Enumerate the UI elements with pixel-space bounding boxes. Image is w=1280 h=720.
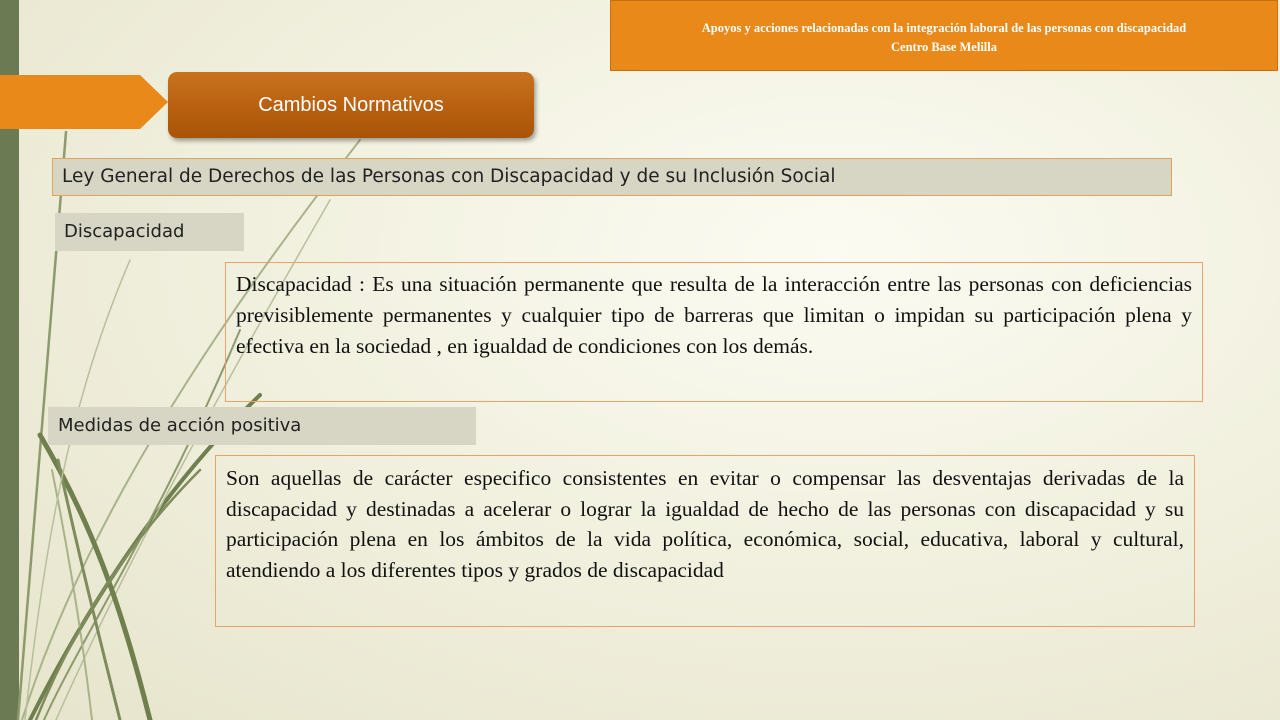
- header-subtitle-line: Centro Base Melilla: [891, 40, 997, 54]
- orange-arrow-shape: [0, 75, 168, 129]
- law-title-label: Ley General de Derechos de las Personas con Discapacidad y de su Inclusión Social: [52, 158, 1172, 196]
- medidas-accion-positiva-label: Medidas de acción positiva: [48, 407, 476, 445]
- medidas-accion-positiva-definition-text: Son aquellas de carácter especifico consistentes en evitar o compensar las desventajas derivadas de la discapacidad y destinadas a acelerar o lograr la igualdad de hecho de las personas con discapacidad y su participación plena en los ámbitos de la vida política, económica, social, educativa, laboral y cultural, atendiendo a los diferentes tipos y grados de discapacidad: [215, 455, 1195, 627]
- presentation-header-box: [610, 0, 1278, 71]
- discapacidad-label: Discapacidad: [55, 213, 244, 251]
- header-title-line: Apoyos y acciones relacionadas con la integración laboral de las personas con discapacidad: [701, 21, 1187, 35]
- discapacidad-definition-text: Discapacidad : Es una situación permanente que resulta de la interacción entre las personas con deficiencias previsiblemente permanentes y cualquier tipo de barreras que limitan o impidan su participación plena y efectiva en la sociedad , en igualdad de condiciones con los demás.: [225, 262, 1203, 402]
- section-title-button: Cambios Normativos: [168, 72, 534, 138]
